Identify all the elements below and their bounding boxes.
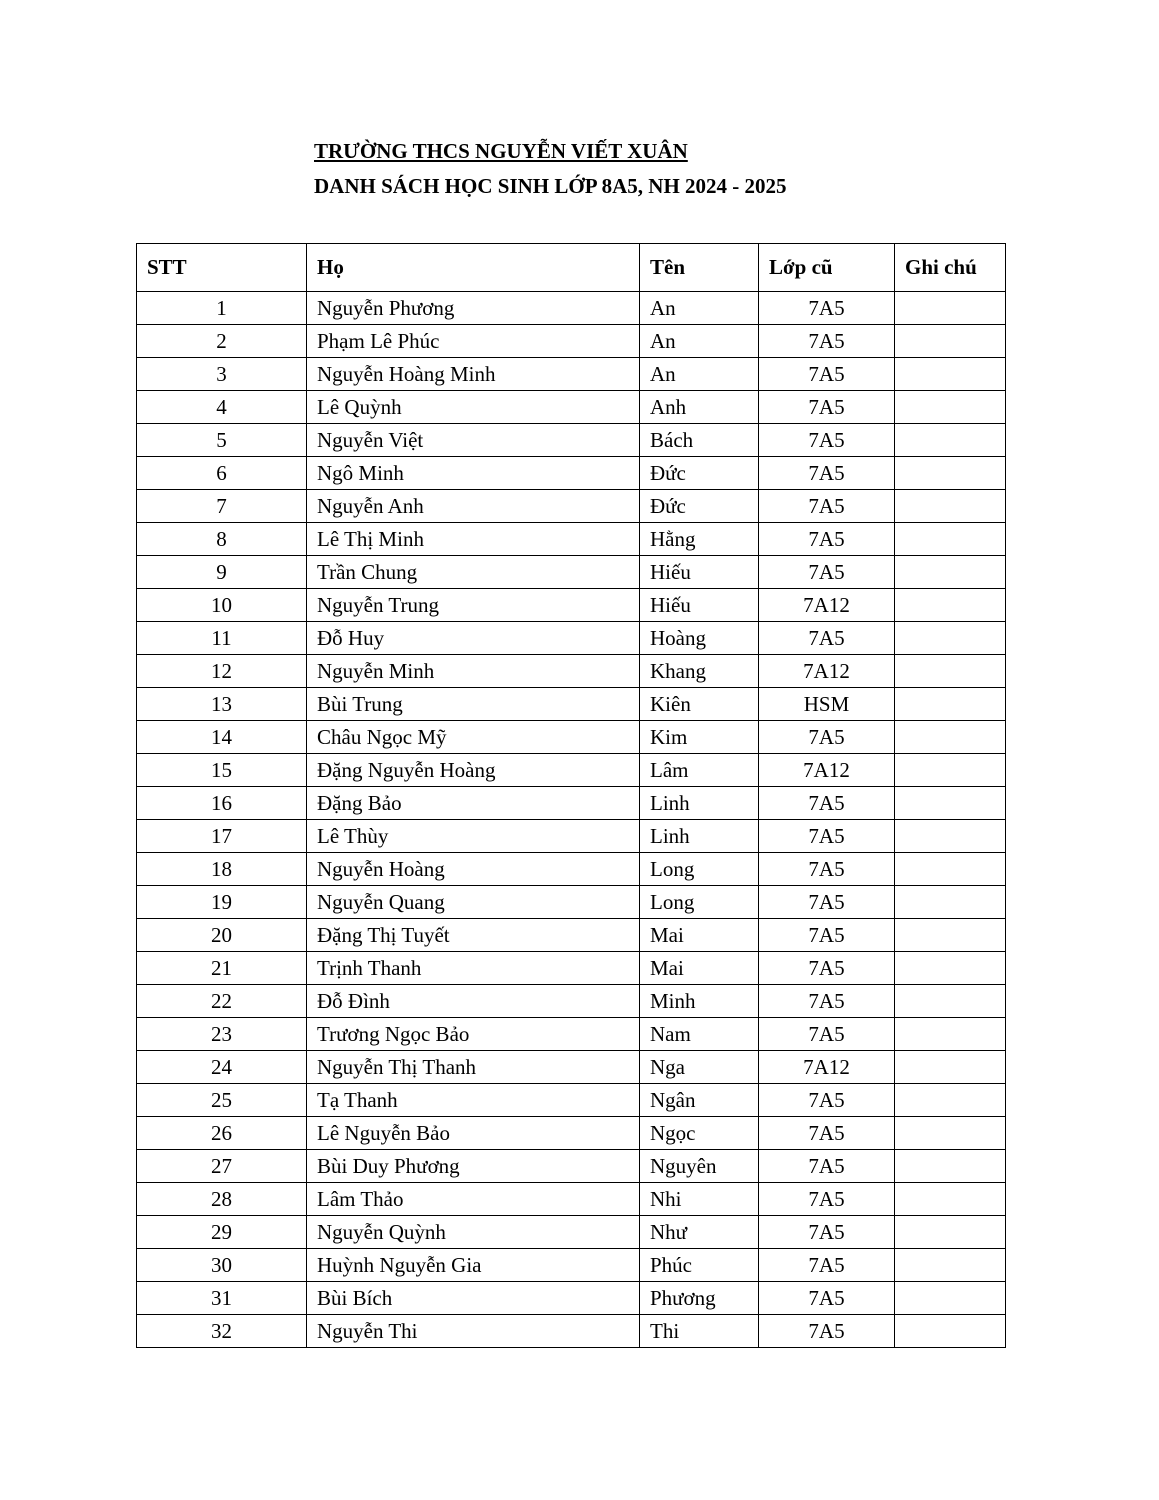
cell-ten: Phương	[640, 1282, 759, 1315]
cell-ten: Nam	[640, 1018, 759, 1051]
cell-lop-cu: 7A5	[759, 424, 895, 457]
cell-lop-cu: 7A5	[759, 292, 895, 325]
cell-stt: 2	[137, 325, 307, 358]
cell-ten: Nga	[640, 1051, 759, 1084]
table-row	[137, 886, 1006, 919]
cell-stt: 8	[137, 523, 307, 556]
cell-ten: Khang	[640, 655, 759, 688]
cell-ten: Hoàng	[640, 622, 759, 655]
cell-lop-cu: 7A5	[759, 1216, 895, 1249]
cell-ho: Nguyễn Thị Thanh	[307, 1051, 640, 1084]
column-header-ghi-chu: Ghi chú	[895, 244, 1006, 292]
table-row	[137, 1315, 1006, 1348]
cell-stt: 25	[137, 1084, 307, 1117]
table-row	[137, 424, 1006, 457]
cell-stt: 16	[137, 787, 307, 820]
cell-lop-cu: 7A5	[759, 457, 895, 490]
cell-ghi-chu	[895, 1117, 1006, 1150]
table-row	[137, 985, 1006, 1018]
cell-ghi-chu	[895, 1315, 1006, 1348]
cell-ghi-chu	[895, 1084, 1006, 1117]
cell-ho: Tạ Thanh	[307, 1084, 640, 1117]
cell-stt: 12	[137, 655, 307, 688]
cell-lop-cu: 7A5	[759, 622, 895, 655]
table-row	[137, 1084, 1006, 1117]
cell-ghi-chu	[895, 490, 1006, 523]
cell-lop-cu: HSM	[759, 688, 895, 721]
cell-ten: An	[640, 358, 759, 391]
table-row	[137, 655, 1006, 688]
cell-stt: 10	[137, 589, 307, 622]
cell-stt: 22	[137, 985, 307, 1018]
cell-stt: 7	[137, 490, 307, 523]
table-row	[137, 490, 1006, 523]
cell-lop-cu: 7A5	[759, 1018, 895, 1051]
cell-lop-cu: 7A5	[759, 886, 895, 919]
cell-lop-cu: 7A12	[759, 655, 895, 688]
cell-ho: Đỗ Huy	[307, 622, 640, 655]
cell-ghi-chu	[895, 292, 1006, 325]
cell-stt: 30	[137, 1249, 307, 1282]
cell-ghi-chu	[895, 754, 1006, 787]
table-row	[137, 787, 1006, 820]
table-row	[137, 1051, 1006, 1084]
cell-ho: Châu Ngọc Mỹ	[307, 721, 640, 754]
cell-lop-cu: 7A5	[759, 985, 895, 1018]
cell-lop-cu: 7A12	[759, 754, 895, 787]
table-row	[137, 523, 1006, 556]
cell-lop-cu: 7A5	[759, 853, 895, 886]
cell-ho: Bùi Duy Phương	[307, 1150, 640, 1183]
cell-ten: Bách	[640, 424, 759, 457]
cell-stt: 28	[137, 1183, 307, 1216]
header-row	[137, 244, 1006, 292]
cell-ten: Phúc	[640, 1249, 759, 1282]
cell-ghi-chu	[895, 886, 1006, 919]
cell-ho: Nguyễn Phương	[307, 292, 640, 325]
cell-stt: 21	[137, 952, 307, 985]
cell-lop-cu: 7A5	[759, 952, 895, 985]
table-body	[137, 292, 1006, 1348]
cell-ghi-chu	[895, 1051, 1006, 1084]
cell-ho: Lê Quỳnh	[307, 391, 640, 424]
cell-ho: Nguyễn Quỳnh	[307, 1216, 640, 1249]
cell-lop-cu: 7A5	[759, 1183, 895, 1216]
cell-stt: 5	[137, 424, 307, 457]
cell-ten: Lâm	[640, 754, 759, 787]
cell-ho: Huỳnh Nguyễn Gia	[307, 1249, 640, 1282]
cell-stt: 1	[137, 292, 307, 325]
cell-stt: 6	[137, 457, 307, 490]
table-row	[137, 754, 1006, 787]
cell-ho: Bùi Bích	[307, 1282, 640, 1315]
table-header	[137, 244, 1006, 292]
cell-ghi-chu	[895, 820, 1006, 853]
table-row	[137, 1018, 1006, 1051]
cell-lop-cu: 7A5	[759, 325, 895, 358]
cell-ten: Long	[640, 886, 759, 919]
cell-ho: Trịnh Thanh	[307, 952, 640, 985]
cell-ten: Hiếu	[640, 589, 759, 622]
cell-ten: Anh	[640, 391, 759, 424]
cell-ten: Đức	[640, 457, 759, 490]
cell-ten: Hằng	[640, 523, 759, 556]
cell-ten: Đức	[640, 490, 759, 523]
column-header-ten: Tên	[640, 244, 759, 292]
cell-stt: 9	[137, 556, 307, 589]
table-row	[137, 919, 1006, 952]
cell-ghi-chu	[895, 523, 1006, 556]
cell-stt: 23	[137, 1018, 307, 1051]
cell-ghi-chu	[895, 1183, 1006, 1216]
table-row	[137, 556, 1006, 589]
table-row	[137, 1282, 1006, 1315]
cell-ten: Như	[640, 1216, 759, 1249]
cell-ghi-chu	[895, 787, 1006, 820]
cell-ho: Đỗ Đình	[307, 985, 640, 1018]
table-row	[137, 853, 1006, 886]
cell-lop-cu: 7A5	[759, 1315, 895, 1348]
table-row	[137, 1249, 1006, 1282]
table-row	[137, 721, 1006, 754]
cell-ghi-chu	[895, 556, 1006, 589]
cell-ghi-chu	[895, 1018, 1006, 1051]
cell-stt: 15	[137, 754, 307, 787]
cell-lop-cu: 7A12	[759, 589, 895, 622]
cell-stt: 11	[137, 622, 307, 655]
cell-lop-cu: 7A5	[759, 1084, 895, 1117]
cell-ghi-chu	[895, 853, 1006, 886]
cell-stt: 24	[137, 1051, 307, 1084]
cell-stt: 14	[137, 721, 307, 754]
cell-stt: 4	[137, 391, 307, 424]
table-row	[137, 688, 1006, 721]
cell-stt: 29	[137, 1216, 307, 1249]
table-row	[137, 1150, 1006, 1183]
cell-ghi-chu	[895, 655, 1006, 688]
school-name: TRƯỜNG THCS NGUYỄN VIẾT XUÂN	[314, 139, 688, 163]
cell-ho: Phạm Lê Phúc	[307, 325, 640, 358]
cell-ten: Kiên	[640, 688, 759, 721]
table-row	[137, 325, 1006, 358]
table-row	[137, 1117, 1006, 1150]
cell-ho: Nguyễn Trung	[307, 589, 640, 622]
cell-ho: Lâm Thảo	[307, 1183, 640, 1216]
cell-ho: Lê Thùy	[307, 820, 640, 853]
cell-ho: Nguyễn Minh	[307, 655, 640, 688]
cell-lop-cu: 7A5	[759, 1249, 895, 1282]
table-row	[137, 391, 1006, 424]
cell-ten: Linh	[640, 787, 759, 820]
cell-stt: 18	[137, 853, 307, 886]
table-row	[137, 622, 1006, 655]
cell-stt: 27	[137, 1150, 307, 1183]
cell-ho: Lê Thị Minh	[307, 523, 640, 556]
table-row	[137, 589, 1006, 622]
cell-ghi-chu	[895, 721, 1006, 754]
cell-lop-cu: 7A12	[759, 1051, 895, 1084]
cell-ho: Nguyễn Hoàng Minh	[307, 358, 640, 391]
cell-ghi-chu	[895, 1249, 1006, 1282]
table-row	[137, 820, 1006, 853]
cell-ghi-chu	[895, 985, 1006, 1018]
cell-lop-cu: 7A5	[759, 919, 895, 952]
cell-lop-cu: 7A5	[759, 1150, 895, 1183]
cell-stt: 20	[137, 919, 307, 952]
column-header-stt: STT	[137, 244, 307, 292]
cell-ten: Kim	[640, 721, 759, 754]
cell-stt: 19	[137, 886, 307, 919]
cell-ten: An	[640, 292, 759, 325]
cell-ho: Nguyễn Việt	[307, 424, 640, 457]
cell-ho: Nguyễn Quang	[307, 886, 640, 919]
cell-ghi-chu	[895, 919, 1006, 952]
cell-lop-cu: 7A5	[759, 1282, 895, 1315]
cell-ten: Mai	[640, 919, 759, 952]
cell-lop-cu: 7A5	[759, 391, 895, 424]
cell-ho: Lê Nguyễn Bảo	[307, 1117, 640, 1150]
cell-ghi-chu	[895, 622, 1006, 655]
cell-ho: Nguyễn Anh	[307, 490, 640, 523]
cell-stt: 26	[137, 1117, 307, 1150]
cell-ho: Nguyễn Thi	[307, 1315, 640, 1348]
cell-lop-cu: 7A5	[759, 556, 895, 589]
cell-stt: 32	[137, 1315, 307, 1348]
cell-ho: Ngô Minh	[307, 457, 640, 490]
cell-ghi-chu	[895, 688, 1006, 721]
cell-lop-cu: 7A5	[759, 358, 895, 391]
cell-ten: Mai	[640, 952, 759, 985]
table-row	[137, 292, 1006, 325]
cell-ho: Trần Chung	[307, 556, 640, 589]
cell-ghi-chu	[895, 1216, 1006, 1249]
cell-ho: Đặng Thị Tuyết	[307, 919, 640, 952]
cell-ten: Minh	[640, 985, 759, 1018]
cell-ghi-chu	[895, 424, 1006, 457]
cell-lop-cu: 7A5	[759, 490, 895, 523]
cell-ghi-chu	[895, 1282, 1006, 1315]
cell-lop-cu: 7A5	[759, 523, 895, 556]
column-header-ho: Họ	[307, 244, 640, 292]
cell-ten: Nhi	[640, 1183, 759, 1216]
table-row	[137, 1183, 1006, 1216]
cell-stt: 3	[137, 358, 307, 391]
cell-ten: Linh	[640, 820, 759, 853]
cell-ghi-chu	[895, 589, 1006, 622]
cell-ho: Đặng Nguyễn Hoàng	[307, 754, 640, 787]
cell-ghi-chu	[895, 325, 1006, 358]
cell-ghi-chu	[895, 952, 1006, 985]
column-header-lop-cu: Lớp cũ	[759, 244, 895, 292]
list-title: DANH SÁCH HỌC SINH LỚP 8A5, NH 2024 - 2025	[314, 174, 787, 198]
cell-ghi-chu	[895, 457, 1006, 490]
cell-lop-cu: 7A5	[759, 1117, 895, 1150]
cell-ten: Ngọc	[640, 1117, 759, 1150]
cell-ten: Nguyên	[640, 1150, 759, 1183]
cell-ho: Bùi Trung	[307, 688, 640, 721]
cell-ho: Đặng Bảo	[307, 787, 640, 820]
cell-lop-cu: 7A5	[759, 820, 895, 853]
cell-ghi-chu	[895, 1150, 1006, 1183]
cell-ten: Long	[640, 853, 759, 886]
cell-ho: Trương Ngọc Bảo	[307, 1018, 640, 1051]
cell-ten: Ngân	[640, 1084, 759, 1117]
cell-stt: 13	[137, 688, 307, 721]
cell-ghi-chu	[895, 391, 1006, 424]
student-roster-table	[136, 243, 1006, 1348]
cell-ten: Thi	[640, 1315, 759, 1348]
cell-ghi-chu	[895, 358, 1006, 391]
table-row	[137, 457, 1006, 490]
cell-lop-cu: 7A5	[759, 721, 895, 754]
table-row	[137, 358, 1006, 391]
cell-ten: Hiếu	[640, 556, 759, 589]
cell-ho: Nguyễn Hoàng	[307, 853, 640, 886]
cell-stt: 31	[137, 1282, 307, 1315]
cell-lop-cu: 7A5	[759, 787, 895, 820]
cell-ten: An	[640, 325, 759, 358]
table-row	[137, 952, 1006, 985]
cell-stt: 17	[137, 820, 307, 853]
table-row	[137, 1216, 1006, 1249]
